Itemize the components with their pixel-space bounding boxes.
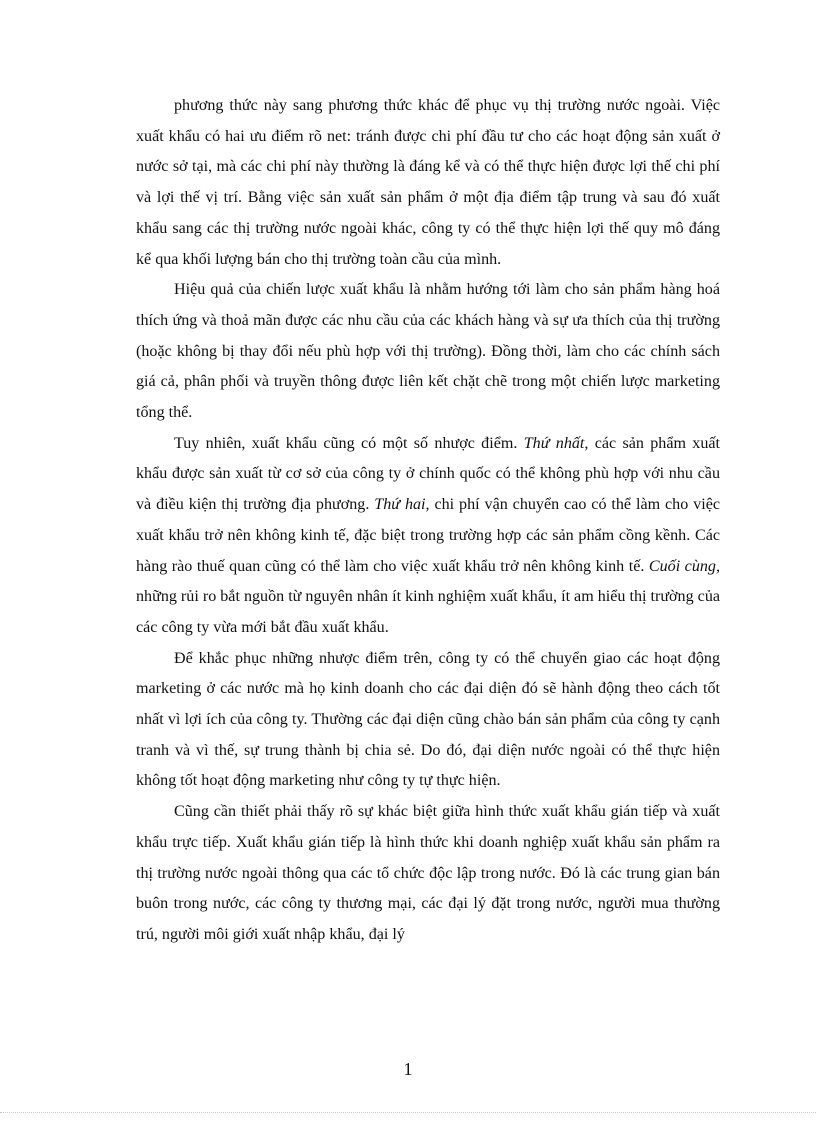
paragraph-text: Hiệu quả của chiến lược xuất khẩu là nhằm hướng tới làm cho sản phẩm hàng hoá thích ứng và thoả mãn được các nhu cầu của các khách hàng và sự ưa thích của thị trường (hoặc không bị thay đổi nếu phù hợp với thị trường). Đồng thời, làm cho các chính sách giá cả, phân phối và truyền thông được liên kết chặt chẽ trong một chiến lược marketing tổng thể. (136, 281, 720, 422)
paragraph-export-strategy-effectiveness (136, 275, 720, 429)
page-bottom-divider (0, 1112, 816, 1113)
paragraph-text: phương thức này sang phương thức khác để phục vụ thị trường nước ngoài. Việc xuất khẩu có hai ưu điểm rõ net: tránh được chi phí đầu tư cho các hoạt động sản xuất ở nước sở tại, mà các chi phí này thường là đáng kể và có thể thực hiện được lợi thế chi phí và lợi thế vị trí. Bằng việc sản xuất sản phẩm ở một địa điểm tập trung và sau đó xuất khẩu sang các thị trường nước ngoài khác, công ty có thể thực hiện lợi thế quy mô đáng kể qua khối lượng bán cho thị trường toàn cầu của mình. (136, 97, 720, 268)
paragraph-text: Tuy nhiên, xuất khẩu cũng có một số nhược điểm. (174, 434, 524, 452)
italic-emphasis-text: Thứ nhất, (523, 434, 589, 452)
paragraph-text: những rủi ro bắt nguồn từ nguyên nhân ít kinh nghiệm xuất khẩu, ít am hiểu thị trường của các công ty vừa mới bắt đầu xuất khẩu. (136, 588, 721, 636)
paragraph-direct-indirect-export (136, 797, 720, 951)
paragraph-text: chi phí vận chuyển cao có thể làm cho việc xuất khẩu trở nên không kinh tế, đặc biệt trong trường hợp các sản phẩm cồng kềnh. Các hàng rào thuế quan cũng có thể làm cho việc xuất khẩu trở nên không kinh tế. (136, 496, 720, 575)
paragraph-export-disadvantages (136, 429, 720, 644)
document-body (136, 91, 720, 951)
paragraph-overcoming-disadvantages (136, 644, 720, 798)
page-number: 1 (403, 1059, 413, 1079)
paragraph-text: Để khắc phục những nhược điểm trên, công ty có thể chuyển giao các hoạt động marketing ở các nước mà họ kinh doanh cho các đại diện đó sẽ hành động theo cách tốt nhất vì lợi ích của công ty. Thường các đại diện cũng chào bán sản phẩm của công ty cạnh tranh và vì thế, sự trung thành bị chia sẻ. Do đó, đại diện nước ngoài có thể thực hiện không tốt hoạt động marketing như công ty tự thực hiện. (136, 649, 720, 790)
italic-emphasis-text: Thứ hai, (374, 496, 430, 514)
paragraph-export-advantages (136, 91, 720, 275)
paragraph-text: các sản phẩm xuất khẩu được sản xuất từ cơ sở của công ty ở chính quốc có thể không phù hợp với nhu cầu và điều kiện thị trường địa phương. (136, 434, 720, 514)
italic-emphasis-text: Cuối cùng, (648, 557, 720, 575)
paragraph-text: Cũng cần thiết phải thấy rõ sự khác biệt giữa hình thức xuất khẩu gián tiếp và xuất khẩu trực tiếp. Xuất khẩu gián tiếp là hình thức khi doanh nghiệp xuất khẩu sản phẩm ra thị trường nước ngoài thông qua các tổ chức độc lập trong nước. Đó là các trung gian bán buôn trong nước, các công ty thương mại, các đại lý đặt trong nước, người mua thường trú, người môi giới xuất nhập khẩu, đại lý (136, 803, 720, 943)
